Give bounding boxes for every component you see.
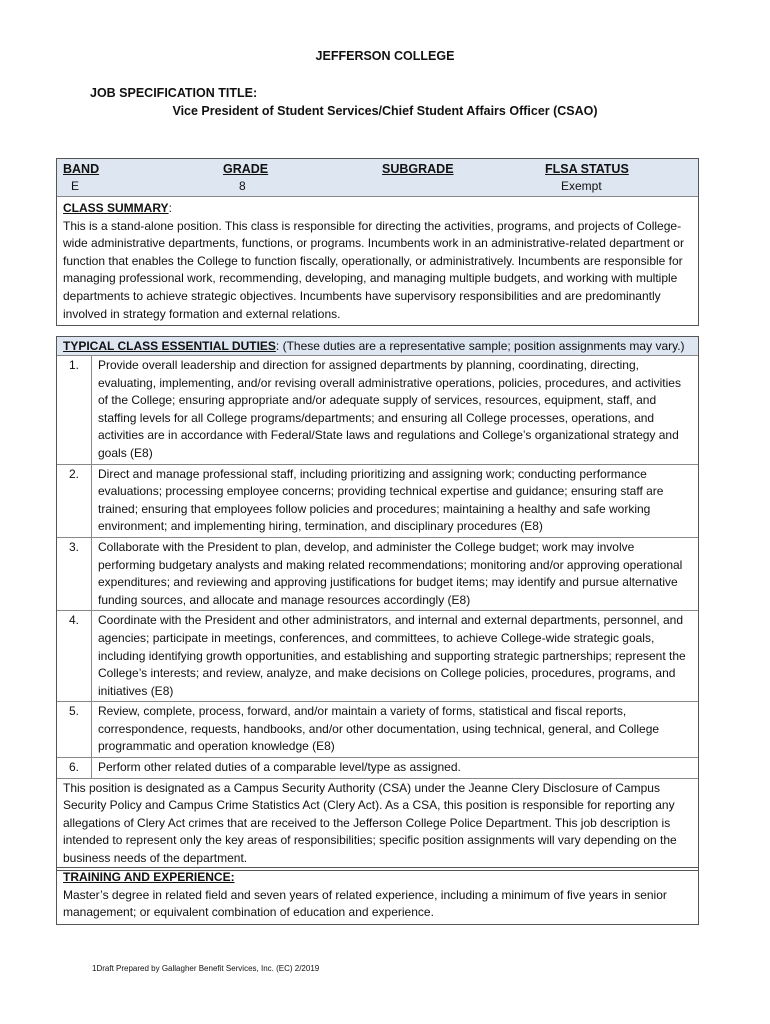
class-summary-text: This is a stand-alone position. This class is responsible for directing the activities, programs, and projects of College-wide administrative departments, functions, or programs. Incumbents work in an administrative-related department or function that enables the College to function fiscally, operationally, or administratively. Incumbents are responsible for managing professional work, recommending, developing, and managing multiple budgets, and working with multiple departments to achieve strategic objectives. Incumbents have supervisory responsibilities and are predominantly involved in strategy formation and external relations.	[63, 218, 684, 321]
training-label: TRAINING AND EXPERIENCE:	[63, 870, 235, 884]
duties-table	[57, 356, 698, 779]
class-summary-colon: :	[168, 201, 172, 215]
duty-number: 2.	[57, 464, 92, 537]
duty-number: 5.	[57, 702, 92, 758]
flsa-value: Exempt	[561, 179, 602, 193]
band-label: BAND	[63, 162, 100, 176]
duties-box	[56, 336, 699, 871]
grade-value: 8	[239, 179, 246, 193]
subgrade-label: SUBGRADE	[382, 162, 454, 176]
class-summary	[57, 197, 698, 325]
duties-header	[57, 337, 698, 356]
class-summary-label: CLASS SUMMARY	[63, 201, 169, 215]
flsa-label: FLSA STATUS	[545, 162, 629, 176]
footer-note: 1Draft Prepared by Gallagher Benefit Services, Inc. (EC) 2/2019	[92, 964, 320, 973]
duties-note: : (These duties are a representative sample; position assignments may vary.)	[275, 339, 685, 353]
duty-row	[57, 464, 698, 537]
duty-number: 1.	[57, 356, 92, 464]
duty-row	[57, 537, 698, 610]
duty-number: 6.	[57, 758, 92, 779]
job-title: Vice President of Student Services/Chief Student Affairs Officer (CSAO)	[172, 104, 598, 118]
duty-number: 3.	[57, 537, 92, 610]
duty-number: 4.	[57, 611, 92, 702]
college-name: JEFFERSON COLLEGE	[315, 49, 455, 63]
duty-row	[57, 702, 698, 758]
training-section	[57, 868, 698, 924]
training-text: Master’s degree in related field and seven years of related experience, including a minimum of five years in senior management; or equivalent combination of education and experience.	[63, 887, 667, 920]
training-box	[56, 867, 699, 925]
duty-text: Perform other related duties of a comparable level/type as assigned.	[92, 758, 699, 779]
duty-text: Coordinate with the President and other administrators, and internal and external departments, personnel, and agencies; participate in meetings, conferences, and committees, to achieve College-wide strategic goals, including identifying growth opportunities, and establishing and supporting strategic partnerships; represent the College’s interests; and review, analyze, and make decisions on College policies, procedures, programs, and initiatives (E8)	[92, 611, 699, 702]
job-spec-label: JOB SPECIFICATION TITLE:	[90, 86, 258, 100]
band-value: E	[71, 179, 80, 193]
duty-text: Provide overall leadership and direction for assigned departments by planning, coordinating, directing, evaluating, implementing, and/or revising overall administrative operations, policies, procedures, and activities of the College; ensuring appropriate and/or adequate supply of services, resources, equipment, staff, and staffing levels for all College programs/departments; and ensuring all College processes, operations, and activities are in accordance with Federal/State laws and regulations and College’s organizational strategy and goals (E8)	[92, 356, 699, 464]
duty-row	[57, 356, 698, 464]
duty-text: Review, complete, process, forward, and/or maintain a variety of forms, statistical and fiscal reports, correspondence, requests, handbooks, and/or other documentation, using technical, general, and College programmatic and operation knowledge (E8)	[92, 702, 699, 758]
duty-row	[57, 611, 698, 702]
classification-header	[57, 159, 698, 197]
duty-text: Collaborate with the President to plan, develop, and administer the College budget; work may involve performing budgetary analysts and making related recommendations; monitoring and/or approving operational expenditures; and reviewing and approving justifications for budget items; may identify and pursue alternative funding sources, and allocate and manage resources accordingly (E8)	[92, 537, 699, 610]
clery-statement: This position is designated as a Campus Security Authority (CSA) under the Jeanne Clery Disclosure of Campus Security Policy and Campus Crime Statistics Act (Clery Act). As a CSA, this position is responsible for reporting any allegations of Clery Act crimes that are received to the Jefferson College Police Department. This job description is intended to represent only the key areas of responsibilities; specific position assignments will vary depending on the business needs of the department.	[63, 780, 677, 866]
duty-row	[57, 758, 698, 779]
duty-text: Direct and manage professional staff, including prioritizing and assigning work; conducting performance evaluations; processing employee concerns; providing technical expertise and guidance; ensuring staff are trained; ensuring that employees follow policies and procedures; maintaining a healthy and safe working environment; and implementing hiring, termination, and disciplinary procedures (E8)	[92, 464, 699, 537]
duties-label: TYPICAL CLASS ESSENTIAL DUTIES	[63, 339, 276, 353]
grade-label: GRADE	[223, 162, 269, 176]
classification-box	[56, 158, 699, 326]
